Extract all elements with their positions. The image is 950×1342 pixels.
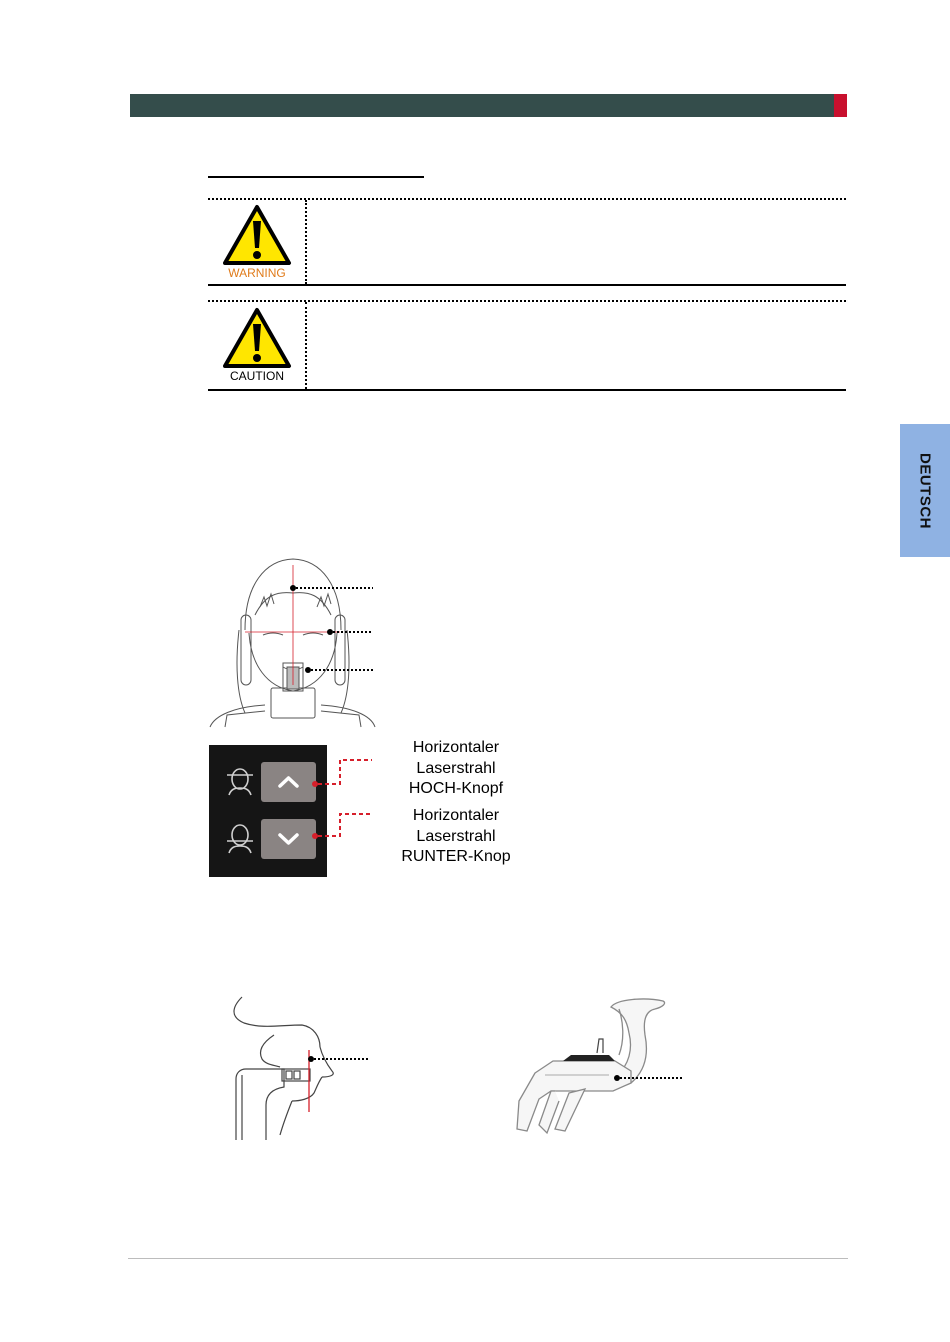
laser-up-face-icon xyxy=(223,761,257,801)
laser-up-button-label: Horizontaler Laserstrahl HOCH-Knopf xyxy=(408,739,504,797)
language-tab-label: DEUTSCH xyxy=(916,452,934,529)
patient-positioning-illustration xyxy=(205,555,380,730)
laser-down-face-icon xyxy=(223,819,257,859)
language-tab[interactable] xyxy=(900,424,950,557)
header-bar xyxy=(130,94,834,117)
header-accent xyxy=(834,94,847,117)
section-heading-underline xyxy=(208,176,424,178)
warning-notice xyxy=(208,198,846,286)
warning-triangle-icon xyxy=(222,204,292,266)
caution-label: CAUTION xyxy=(230,369,284,383)
button-leader-lines xyxy=(300,750,380,850)
footer-rule xyxy=(128,1258,848,1259)
warning-label: WARNING xyxy=(228,266,286,280)
laser-down-button-label: Horizontaler Laserstrahl RUNTER-Knop xyxy=(401,807,511,865)
caution-triangle-icon xyxy=(222,307,292,369)
caution-notice xyxy=(208,300,846,391)
bite-block-illustration xyxy=(505,995,690,1140)
side-profile-illustration xyxy=(222,995,377,1143)
